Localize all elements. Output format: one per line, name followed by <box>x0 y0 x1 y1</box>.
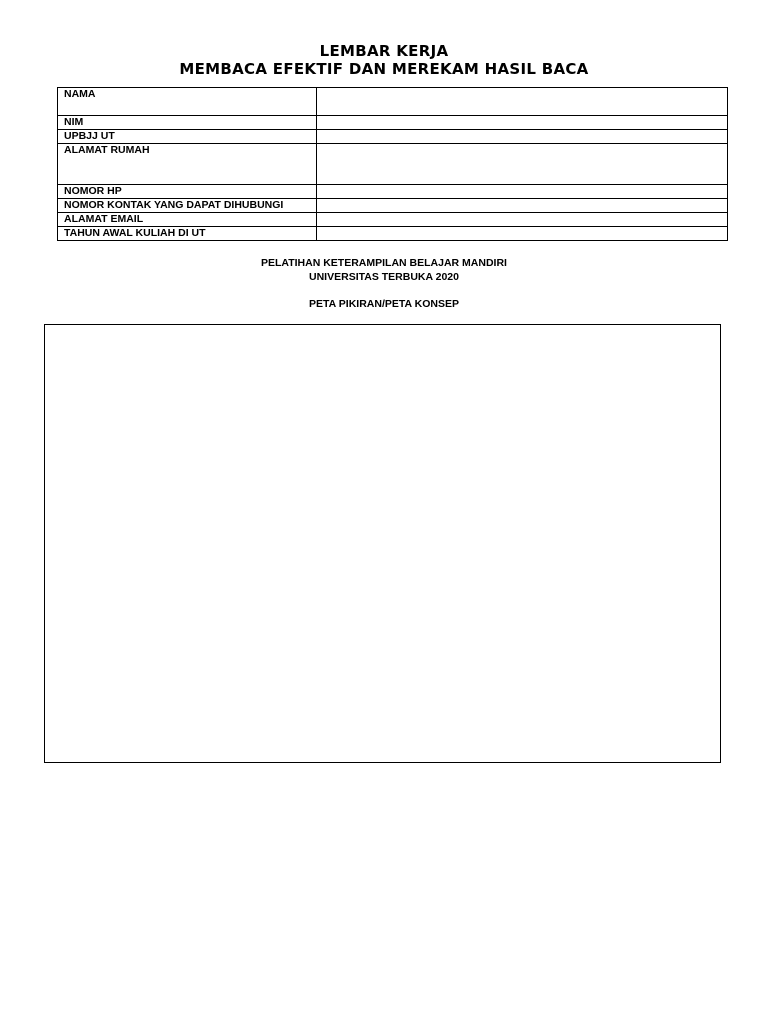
form-label-alamat-rumah: ALAMAT RUMAH <box>58 144 317 185</box>
document-title: LEMBAR KERJA <box>319 42 449 60</box>
form-row-tahun-kuliah <box>58 227 728 241</box>
form-row-nomor-hp <box>58 185 728 199</box>
form-field-nim[interactable] <box>317 116 728 130</box>
form-field-nama[interactable] <box>317 88 728 116</box>
form-label-nomor-kontak: NOMOR KONTAK YANG DAPAT DIHUBUNGI <box>58 199 317 213</box>
document-subtitle: MEMBACA EFEKTIF DAN MEREKAM HASIL BACA <box>179 60 589 78</box>
form-label-nama: NAMA <box>58 88 317 116</box>
form-field-alamat-rumah[interactable] <box>317 144 728 185</box>
form-label-tahun-kuliah: TAHUN AWAL KULIAH DI UT <box>58 227 317 241</box>
form-label-upbjj: UPBJJ UT <box>58 130 317 144</box>
form-field-nomor-kontak[interactable] <box>317 199 728 213</box>
concept-map-area[interactable] <box>44 324 721 763</box>
form-row-alamat-rumah <box>58 144 728 185</box>
form-row-nama <box>58 88 728 116</box>
form-field-nomor-hp[interactable] <box>317 185 728 199</box>
identity-form-table <box>57 87 728 241</box>
form-row-nim <box>58 116 728 130</box>
form-row-alamat-email <box>58 213 728 227</box>
form-row-upbjj <box>58 130 728 144</box>
form-label-nim: NIM <box>58 116 317 130</box>
institution-year: UNIVERSITAS TERBUKA 2020 <box>309 271 459 283</box>
form-row-nomor-kontak <box>58 199 728 213</box>
form-field-upbjj[interactable] <box>317 130 728 144</box>
program-title: PELATIHAN KETERAMPILAN BELAJAR MANDIRI <box>261 257 507 269</box>
form-label-nomor-hp: NOMOR HP <box>58 185 317 199</box>
form-field-alamat-email[interactable] <box>317 213 728 227</box>
form-field-tahun-kuliah[interactable] <box>317 227 728 241</box>
form-label-alamat-email: ALAMAT EMAIL <box>58 213 317 227</box>
section-heading: PETA PIKIRAN/PETA KONSEP <box>309 298 459 310</box>
